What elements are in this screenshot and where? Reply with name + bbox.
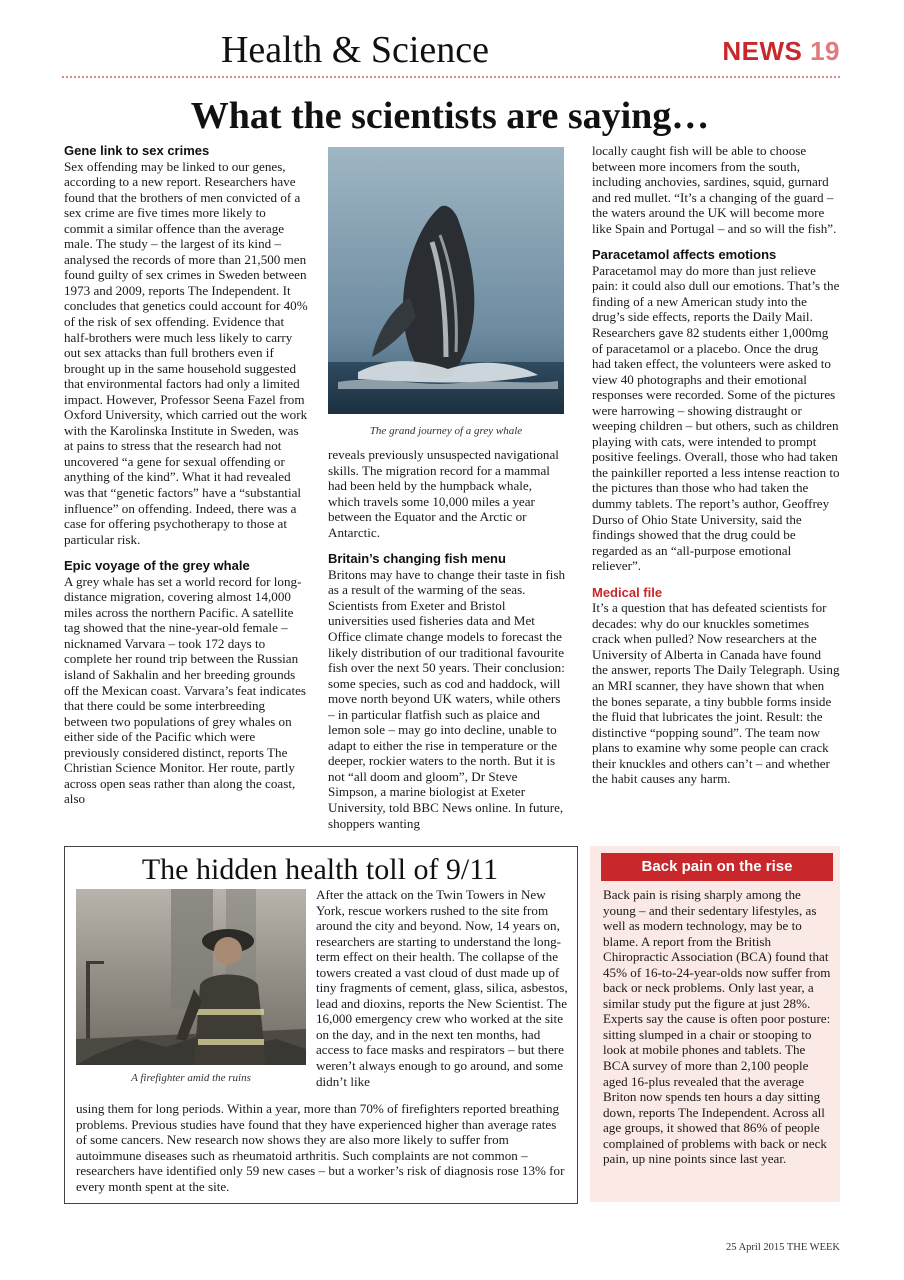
whale-photo: [328, 147, 564, 414]
firefighter-icon: [76, 889, 306, 1065]
whale-photo-caption: The grand journey of a grey whale: [369, 425, 523, 437]
box-911-full-text: [76, 1101, 568, 1194]
box-911-body-side: After the attack on the Twin Towers in New York, rescue workers rushed to the site from around the city and beyond. Now, 14 years on, researchers are starting to understand the long-term effect on their health. The collapse of the towers created a vast cloud of dust made up of tiny fragments of cement, glass, silica, asbestos, lead and dioxins, reports the New Scientist. The 16,000 emergency crew who worked at the site on the day, and in the next ten months, had access to face masks and respirators – but there weren’t always enough to go around, and some didn’t like: [316, 887, 568, 1089]
medical-file-heading: Medical file: [592, 584, 663, 600]
firefighter-photo-caption: A firefighter amid the ruins: [131, 1072, 251, 1084]
medical-file-body: It’s a question that has defeated scientists for decades: why do our knuckles sometimes crack when pulled? Now researchers at the University of Alberta in Canada have found the answer, reports The Daily Telegraph. Using an MRI scanner, they have shown that when the bones separate, a tiny bubble forms inside the fluid that lubricates the joint. Result: the distinctive “popping sound”. The team now plans to examine why some people can crack their knuckles and others can’t – and whether the habit causes any harm.: [592, 600, 840, 787]
gene-body: Sex offending may be linked to our genes, according to a new report. Researchers have found that the brothers of men convicted of a sex crime are five times more likely to commit a similar offence than the average male. The study – the largest of its kind – analysed the records of more than 21,500 men found guilty of sex crimes in Sweden between 1973 and 2009, reports The Independent. It concludes that genetics could account for 40% of the risk of sex offending. Evidence that half-brothers were much less likely to carry out sex attacks than full brothers even if brought up in the same household suggested that environmental factors had only a limited impact. However, Professor Seena Fazel from Oxford University, which carried out the work with the Karolinska Institute in Sweden, was at pains to stress that the research had not uncovered “a gene for sexual offending or anything of the kind”. What it had revealed was that “genetic factors” have a “substantial influence” on offending. Indeed, there was a case for offering psychotherapy to those at particular risk.: [64, 158, 308, 547]
fish-body-part1: Britons may have to change their taste in fish as a result of the warming of the seas. Scientists from Exeter and Bristol universities used fisheries data and Met Office climate change models to forecast the likely distribution of our traditional favourite fish over the next 50 years. Their conclusion: some species, such as cod and haddock, will move north beyond UK waters, while others – in particular flatfish such as plaice and lemon sole – may go into decline, unable to adapt to either the rise in temperature or the deeper, rockier waters to the north. But it is not “all doom and gloom”, Dr Steve Simpson, a marine biologist at Exeter University, told BBC News online. In future, shoppers wanting: [328, 566, 566, 831]
page-footer: [726, 1242, 840, 1253]
paracetamol-heading: Paracetamol affects emotions: [592, 247, 777, 263]
back-pain-title: Back pain on the rise: [601, 853, 833, 881]
back-pain-body: Back pain is rising sharply among the young – and their sedentary lifestyles, as well as modern technology, may be to blame. A report from the British Chiropractic Association (BCA) found that 45% of 16-to-24-year-olds now suffer from back or neck problems. Only last year, a similar study put the figure at just 28%. Experts say the cause is often poor posture: sitting slumped in a chair or stooping to look at mobile phones and tablets. The BCA survey of more than 2,100 people aged 16-plus revealed that the average Briton now spends ten hours a day sitting down, reports The Independent. Across all age groups, it showed that 86% of people complained of problems with back or neck pain, up nine points since last year.: [603, 887, 831, 1167]
box-911-title: The hidden health toll of 9/11: [141, 853, 499, 886]
fish-heading: Britain’s changing fish menu: [328, 551, 506, 567]
column-3: [592, 143, 840, 787]
column-1: [64, 143, 308, 807]
footer-date: 25 April 2015: [726, 1242, 785, 1253]
firefighter-photo: [76, 889, 306, 1065]
whale-body-part2: reveals previously unsuspected navigational skills. The migration record for a mammal had been held by the humpback whale, which travels some 10,000 miles a year between the Equator and the Arctic or Antarctic.: [328, 447, 559, 540]
column-2: [328, 447, 566, 831]
box-911-body-full: using them for long periods. Within a year, more than 70% of firefighters reported breathing problems. Previous studies have found that they have experienced higher than average rates of some cancers. New research now shows they are also more likely to suffer from autoimmune diseases such as rheumatoid arthritis. Such complaints are not common – researchers have identified only 59 new cases – but a worker’s risk of diagnosis rose 13% for every month spent at the site.: [76, 1101, 565, 1194]
news-page-label: [722, 36, 840, 67]
fish-body-part2: locally caught fish will be able to choose between more incomers from the south, including anchovies, sardines, squid, gurnard and red mullet. “It’s a changing of the guard – the waters around the UK will become more like Spain and Portugal – and so will the fish”.: [592, 143, 837, 236]
gene-heading: Gene link to sex crimes: [64, 143, 210, 158]
whale-heading: Epic voyage of the grey whale: [64, 558, 250, 574]
whale-body-part1: A grey whale has set a world record for long-distance migration, covering almost 14,000 miles across the northern Pacific. A satellite tag showed that the nine-year-old female – nicknamed Varvara – took 172 days to complete her round trip between the Russian island of Sakhalin and her breeding grounds off the Mexican coast. Varvara’s feat indicates that there could be some interbreeding between two populations of grey whales on either side of the Pacific which were previously considered distinct, reports The Christian Science Monitor. Her route, partly across open seas rather than along the coast, also: [64, 573, 307, 807]
back-pain-text: [603, 887, 833, 1167]
section-title: Health & Science: [220, 29, 489, 71]
page-title: What the scientists are saying…: [190, 95, 710, 137]
page-number: 19: [810, 36, 840, 66]
header-rule: [62, 76, 840, 78]
news-label: NEWS: [722, 36, 803, 66]
paracetamol-body: Paracetamol may do more than just relieve pain: it could also dull our emotions. That’s the finding of a new American study into the drug’s side effects, reports the Daily Mail. Researchers gave 82 students either 1,000mg of paracetamol or a placebo. Once the drug had taken effect, the volunteers were asked to view 40 photographs and their emotional responses were recorded. Some of the pictures were harrowing – showing distraught or weeping children – but others, such as children playing with cats, were intended to prompt positive feelings. Overall, those who had taken the painkiller reported a less intense reaction to the pictures than those who had taken the dummy tablets. The report’s author, Geoffrey Durso of Ohio State University, said the findings showed that the drug could be regarded as an “all-purpose emotional reliever”.: [592, 262, 840, 574]
footer-publication: THE WEEK: [786, 1242, 840, 1253]
box-911-side-text: [316, 887, 568, 1089]
whale-icon: [328, 147, 564, 414]
